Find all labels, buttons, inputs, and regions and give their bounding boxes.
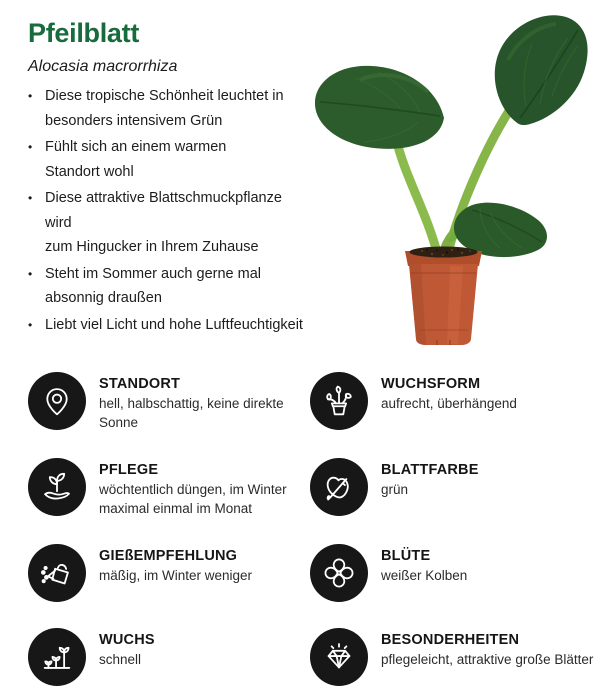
- bullet-text: Diese attraktive Blattschmuckpflanze wird zum Hingucker in Ihrem Zuhause: [45, 190, 282, 255]
- potted-plant-illustration: [300, 0, 600, 360]
- feature-text: [99, 544, 310, 586]
- feature-title: WUCHS: [99, 632, 155, 648]
- feature-standort: [28, 372, 310, 432]
- feature-description: aufrecht, überhängend: [381, 396, 517, 411]
- botanical-name: Alocasia macrorrhiza: [28, 58, 178, 75]
- feature-text: [381, 544, 600, 586]
- leaf-paintbrush-icon: [310, 458, 368, 516]
- bullet-text: Steht im Sommer auch gerne mal absonnig draußen: [45, 265, 261, 306]
- feature-grid: [28, 372, 600, 686]
- header: [28, 18, 177, 76]
- feature-title: STANDORT: [99, 376, 181, 392]
- bullet-icon: •: [28, 191, 33, 205]
- care-bullet-list: [28, 84, 306, 339]
- growing-sprouts-icon: [28, 628, 86, 686]
- feature-description: hell, halbschattig, keine direkte Sonne: [99, 396, 284, 430]
- location-pin-icon: [28, 372, 86, 430]
- feature-description: wöchtentlich düngen, im Winter maximal einmal im Monat: [99, 482, 287, 516]
- feature-title: PFLEGE: [99, 462, 159, 478]
- plant-photo: [300, 0, 600, 360]
- feature-text: [381, 372, 600, 414]
- feature-title: BLATTFARBE: [381, 462, 479, 478]
- feature-besonderheiten: [310, 628, 600, 686]
- bullet-text: Liebt viel Licht und hohe Luftfeuchtigkeit: [45, 316, 303, 333]
- bullet-icon: •: [28, 89, 33, 103]
- feature-text: [99, 628, 310, 670]
- list-item: [28, 135, 306, 184]
- feature-title: GIEßEMPFEHLUNG: [99, 548, 238, 564]
- flower-icon: [310, 544, 368, 602]
- feature-description: grün: [381, 482, 409, 497]
- page-title: Pfeilblatt: [28, 18, 140, 48]
- feature-title: BESONDERHEITEN: [381, 632, 520, 648]
- watering-can-icon: [28, 544, 86, 602]
- feature-blattfarbe: [310, 458, 600, 518]
- list-item: [28, 84, 306, 133]
- feature-title: BLÜTE: [381, 548, 431, 564]
- bullet-icon: •: [28, 140, 33, 154]
- feature-text: [381, 458, 600, 500]
- feature-text: [381, 628, 600, 670]
- list-item: [28, 313, 306, 338]
- feature-text: [99, 372, 310, 432]
- diamond-icon: [310, 628, 368, 686]
- feature-description: pflegeleicht, attraktive große Blätter: [381, 652, 594, 667]
- feature-title: WUCHSFORM: [381, 376, 481, 392]
- feature-description: weißer Kolben: [381, 568, 468, 583]
- feature-description: schnell: [99, 652, 142, 667]
- bullet-icon: •: [28, 266, 33, 281]
- hand-with-sprout-icon: [28, 458, 86, 516]
- list-item: [28, 262, 306, 311]
- feature-wuchsform: [310, 372, 600, 432]
- feature-giessempfehlung: [28, 544, 310, 602]
- feature-pflege: [28, 458, 310, 518]
- feature-description: mäßig, im Winter weniger: [99, 568, 253, 583]
- bullet-text: Diese tropische Schönheit leuchtet in besonders intensivem Grün: [45, 88, 284, 129]
- feature-text: [99, 458, 310, 518]
- bullet-icon: •: [28, 317, 33, 332]
- list-item: [28, 186, 306, 260]
- potted-plant-icon: [310, 372, 368, 430]
- bullet-text: Fühlt sich an einem warmen Standort wohl: [45, 139, 227, 180]
- feature-bluete: [310, 544, 600, 602]
- feature-wuchs: [28, 628, 310, 686]
